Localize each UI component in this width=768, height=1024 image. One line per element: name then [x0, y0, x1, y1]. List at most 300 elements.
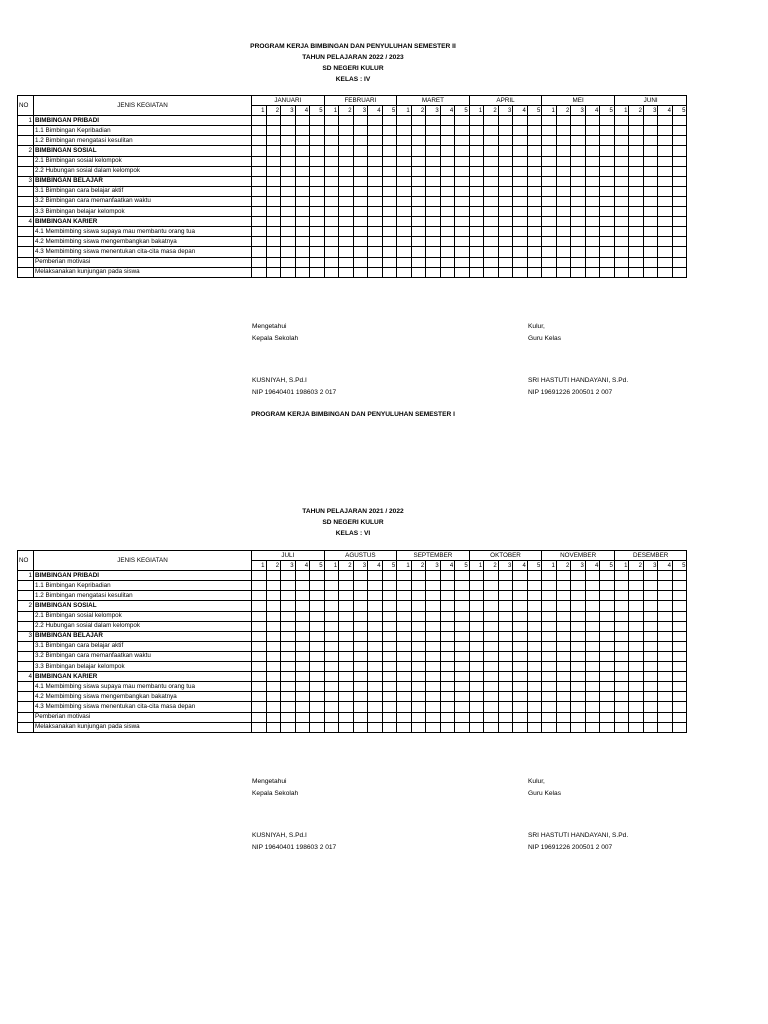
schedule-cell[interactable] — [571, 126, 586, 136]
schedule-cell[interactable] — [339, 237, 354, 247]
schedule-cell[interactable] — [310, 702, 325, 712]
schedule-cell[interactable] — [455, 662, 470, 672]
schedule-cell[interactable] — [411, 146, 426, 156]
schedule-cell[interactable] — [368, 631, 383, 641]
schedule-cell[interactable] — [440, 722, 455, 732]
schedule-cell[interactable] — [556, 601, 571, 611]
schedule-cell[interactable] — [614, 116, 629, 126]
schedule-cell[interactable] — [527, 176, 542, 186]
schedule-cell[interactable] — [252, 712, 267, 722]
schedule-cell[interactable] — [353, 156, 368, 166]
schedule-cell[interactable] — [324, 651, 339, 661]
schedule-cell[interactable] — [527, 156, 542, 166]
schedule-cell[interactable] — [513, 692, 528, 702]
schedule-cell[interactable] — [614, 601, 629, 611]
schedule-cell[interactable] — [440, 207, 455, 217]
schedule-cell[interactable] — [600, 176, 615, 186]
schedule-cell[interactable] — [513, 651, 528, 661]
schedule-cell[interactable] — [614, 207, 629, 217]
schedule-cell[interactable] — [527, 247, 542, 257]
schedule-cell[interactable] — [368, 166, 383, 176]
schedule-cell[interactable] — [440, 136, 455, 146]
schedule-cell[interactable] — [281, 682, 296, 692]
schedule-cell[interactable] — [614, 186, 629, 196]
schedule-cell[interactable] — [672, 207, 687, 217]
schedule-cell[interactable] — [324, 116, 339, 126]
schedule-cell[interactable] — [542, 166, 557, 176]
schedule-cell[interactable] — [614, 581, 629, 591]
schedule-cell[interactable] — [382, 116, 397, 126]
schedule-cell[interactable] — [426, 176, 441, 186]
schedule-cell[interactable] — [527, 601, 542, 611]
schedule-cell[interactable] — [455, 207, 470, 217]
schedule-cell[interactable] — [498, 196, 513, 206]
schedule-cell[interactable] — [672, 611, 687, 621]
schedule-cell[interactable] — [397, 571, 412, 581]
schedule-cell[interactable] — [571, 611, 586, 621]
schedule-cell[interactable] — [672, 702, 687, 712]
schedule-cell[interactable] — [643, 247, 658, 257]
schedule-cell[interactable] — [469, 702, 484, 712]
schedule-cell[interactable] — [469, 571, 484, 581]
schedule-cell[interactable] — [600, 126, 615, 136]
schedule-cell[interactable] — [411, 591, 426, 601]
schedule-cell[interactable] — [513, 146, 528, 156]
schedule-cell[interactable] — [629, 682, 644, 692]
schedule-cell[interactable] — [600, 571, 615, 581]
schedule-cell[interactable] — [629, 611, 644, 621]
schedule-cell[interactable] — [672, 712, 687, 722]
schedule-cell[interactable] — [585, 571, 600, 581]
schedule-cell[interactable] — [426, 591, 441, 601]
schedule-cell[interactable] — [556, 247, 571, 257]
schedule-cell[interactable] — [600, 712, 615, 722]
schedule-cell[interactable] — [600, 672, 615, 682]
schedule-cell[interactable] — [571, 571, 586, 581]
schedule-cell[interactable] — [368, 237, 383, 247]
schedule-cell[interactable] — [600, 156, 615, 166]
schedule-cell[interactable] — [556, 591, 571, 601]
schedule-cell[interactable] — [571, 712, 586, 722]
schedule-cell[interactable] — [527, 631, 542, 641]
schedule-cell[interactable] — [324, 581, 339, 591]
schedule-cell[interactable] — [252, 692, 267, 702]
schedule-cell[interactable] — [498, 186, 513, 196]
schedule-cell[interactable] — [629, 176, 644, 186]
schedule-cell[interactable] — [498, 116, 513, 126]
schedule-cell[interactable] — [498, 126, 513, 136]
schedule-cell[interactable] — [397, 237, 412, 247]
schedule-cell[interactable] — [411, 166, 426, 176]
schedule-cell[interactable] — [440, 166, 455, 176]
schedule-cell[interactable] — [556, 126, 571, 136]
schedule-cell[interactable] — [281, 176, 296, 186]
schedule-cell[interactable] — [455, 227, 470, 237]
schedule-cell[interactable] — [614, 136, 629, 146]
schedule-cell[interactable] — [411, 227, 426, 237]
schedule-cell[interactable] — [484, 611, 499, 621]
schedule-cell[interactable] — [455, 581, 470, 591]
schedule-cell[interactable] — [643, 207, 658, 217]
schedule-cell[interactable] — [426, 692, 441, 702]
schedule-cell[interactable] — [571, 601, 586, 611]
schedule-cell[interactable] — [469, 186, 484, 196]
schedule-cell[interactable] — [339, 136, 354, 146]
schedule-cell[interactable] — [382, 722, 397, 732]
schedule-cell[interactable] — [556, 156, 571, 166]
schedule-cell[interactable] — [643, 186, 658, 196]
schedule-cell[interactable] — [658, 682, 673, 692]
schedule-cell[interactable] — [455, 217, 470, 227]
schedule-cell[interactable] — [411, 156, 426, 166]
schedule-cell[interactable] — [411, 722, 426, 732]
schedule-cell[interactable] — [658, 601, 673, 611]
schedule-cell[interactable] — [556, 631, 571, 641]
schedule-cell[interactable] — [614, 257, 629, 267]
schedule-cell[interactable] — [658, 257, 673, 267]
schedule-cell[interactable] — [353, 722, 368, 732]
schedule-cell[interactable] — [672, 116, 687, 126]
schedule-cell[interactable] — [295, 247, 310, 257]
schedule-cell[interactable] — [266, 651, 281, 661]
schedule-cell[interactable] — [571, 581, 586, 591]
schedule-cell[interactable] — [440, 621, 455, 631]
schedule-cell[interactable] — [440, 257, 455, 267]
schedule-cell[interactable] — [542, 621, 557, 631]
schedule-cell[interactable] — [281, 621, 296, 631]
schedule-cell[interactable] — [585, 581, 600, 591]
schedule-cell[interactable] — [614, 146, 629, 156]
schedule-cell[interactable] — [455, 641, 470, 651]
schedule-cell[interactable] — [397, 591, 412, 601]
schedule-cell[interactable] — [281, 611, 296, 621]
schedule-cell[interactable] — [527, 116, 542, 126]
schedule-cell[interactable] — [455, 136, 470, 146]
schedule-cell[interactable] — [658, 621, 673, 631]
schedule-cell[interactable] — [585, 621, 600, 631]
schedule-cell[interactable] — [629, 116, 644, 126]
schedule-cell[interactable] — [266, 267, 281, 277]
schedule-cell[interactable] — [600, 166, 615, 176]
schedule-cell[interactable] — [368, 621, 383, 631]
schedule-cell[interactable] — [397, 217, 412, 227]
schedule-cell[interactable] — [643, 702, 658, 712]
schedule-cell[interactable] — [643, 156, 658, 166]
schedule-cell[interactable] — [368, 126, 383, 136]
schedule-cell[interactable] — [281, 166, 296, 176]
schedule-cell[interactable] — [382, 591, 397, 601]
schedule-cell[interactable] — [281, 571, 296, 581]
schedule-cell[interactable] — [527, 146, 542, 156]
schedule-cell[interactable] — [513, 176, 528, 186]
schedule-cell[interactable] — [295, 126, 310, 136]
schedule-cell[interactable] — [498, 702, 513, 712]
schedule-cell[interactable] — [542, 257, 557, 267]
schedule-cell[interactable] — [324, 247, 339, 257]
schedule-cell[interactable] — [542, 237, 557, 247]
schedule-cell[interactable] — [440, 196, 455, 206]
schedule-cell[interactable] — [252, 166, 267, 176]
schedule-cell[interactable] — [600, 662, 615, 672]
schedule-cell[interactable] — [252, 722, 267, 732]
schedule-cell[interactable] — [339, 126, 354, 136]
schedule-cell[interactable] — [585, 166, 600, 176]
schedule-cell[interactable] — [585, 156, 600, 166]
schedule-cell[interactable] — [527, 581, 542, 591]
schedule-cell[interactable] — [542, 611, 557, 621]
schedule-cell[interactable] — [498, 237, 513, 247]
schedule-cell[interactable] — [252, 217, 267, 227]
schedule-cell[interactable] — [426, 217, 441, 227]
schedule-cell[interactable] — [658, 166, 673, 176]
schedule-cell[interactable] — [368, 611, 383, 621]
schedule-cell[interactable] — [658, 662, 673, 672]
schedule-cell[interactable] — [440, 126, 455, 136]
schedule-cell[interactable] — [484, 682, 499, 692]
schedule-cell[interactable] — [382, 571, 397, 581]
schedule-cell[interactable] — [658, 237, 673, 247]
schedule-cell[interactable] — [585, 196, 600, 206]
schedule-cell[interactable] — [281, 722, 296, 732]
schedule-cell[interactable] — [310, 651, 325, 661]
schedule-cell[interactable] — [571, 591, 586, 601]
schedule-cell[interactable] — [643, 227, 658, 237]
schedule-cell[interactable] — [542, 712, 557, 722]
schedule-cell[interactable] — [556, 722, 571, 732]
schedule-cell[interactable] — [527, 571, 542, 581]
schedule-cell[interactable] — [310, 662, 325, 672]
schedule-cell[interactable] — [368, 176, 383, 186]
schedule-cell[interactable] — [498, 581, 513, 591]
schedule-cell[interactable] — [469, 591, 484, 601]
schedule-cell[interactable] — [484, 672, 499, 682]
schedule-cell[interactable] — [368, 146, 383, 156]
schedule-cell[interactable] — [571, 227, 586, 237]
schedule-cell[interactable] — [252, 196, 267, 206]
schedule-cell[interactable] — [310, 146, 325, 156]
schedule-cell[interactable] — [556, 571, 571, 581]
schedule-cell[interactable] — [382, 166, 397, 176]
schedule-cell[interactable] — [440, 116, 455, 126]
schedule-cell[interactable] — [556, 621, 571, 631]
schedule-cell[interactable] — [281, 227, 296, 237]
schedule-cell[interactable] — [629, 631, 644, 641]
schedule-cell[interactable] — [382, 692, 397, 702]
schedule-cell[interactable] — [629, 166, 644, 176]
schedule-cell[interactable] — [310, 641, 325, 651]
schedule-cell[interactable] — [455, 196, 470, 206]
schedule-cell[interactable] — [339, 702, 354, 712]
schedule-cell[interactable] — [382, 146, 397, 156]
schedule-cell[interactable] — [353, 571, 368, 581]
schedule-cell[interactable] — [295, 641, 310, 651]
schedule-cell[interactable] — [411, 217, 426, 227]
schedule-cell[interactable] — [310, 692, 325, 702]
schedule-cell[interactable] — [542, 217, 557, 227]
schedule-cell[interactable] — [295, 601, 310, 611]
schedule-cell[interactable] — [556, 116, 571, 126]
schedule-cell[interactable] — [629, 156, 644, 166]
schedule-cell[interactable] — [266, 186, 281, 196]
schedule-cell[interactable] — [426, 712, 441, 722]
schedule-cell[interactable] — [397, 166, 412, 176]
schedule-cell[interactable] — [643, 672, 658, 682]
schedule-cell[interactable] — [353, 601, 368, 611]
schedule-cell[interactable] — [484, 722, 499, 732]
schedule-cell[interactable] — [571, 146, 586, 156]
schedule-cell[interactable] — [397, 146, 412, 156]
schedule-cell[interactable] — [484, 257, 499, 267]
schedule-cell[interactable] — [426, 227, 441, 237]
schedule-cell[interactable] — [585, 641, 600, 651]
schedule-cell[interactable] — [571, 186, 586, 196]
schedule-cell[interactable] — [339, 166, 354, 176]
schedule-cell[interactable] — [266, 611, 281, 621]
schedule-cell[interactable] — [643, 136, 658, 146]
schedule-cell[interactable] — [426, 116, 441, 126]
schedule-cell[interactable] — [455, 631, 470, 641]
schedule-cell[interactable] — [469, 166, 484, 176]
schedule-cell[interactable] — [498, 227, 513, 237]
schedule-cell[interactable] — [411, 621, 426, 631]
schedule-cell[interactable] — [440, 682, 455, 692]
schedule-cell[interactable] — [397, 692, 412, 702]
schedule-cell[interactable] — [614, 126, 629, 136]
schedule-cell[interactable] — [585, 672, 600, 682]
schedule-cell[interactable] — [643, 146, 658, 156]
schedule-cell[interactable] — [353, 702, 368, 712]
schedule-cell[interactable] — [397, 722, 412, 732]
schedule-cell[interactable] — [295, 176, 310, 186]
schedule-cell[interactable] — [643, 571, 658, 581]
schedule-cell[interactable] — [469, 631, 484, 641]
schedule-cell[interactable] — [498, 207, 513, 217]
schedule-cell[interactable] — [484, 621, 499, 631]
schedule-cell[interactable] — [484, 267, 499, 277]
schedule-cell[interactable] — [672, 257, 687, 267]
schedule-cell[interactable] — [484, 662, 499, 672]
schedule-cell[interactable] — [614, 196, 629, 206]
schedule-cell[interactable] — [397, 581, 412, 591]
schedule-cell[interactable] — [281, 267, 296, 277]
schedule-cell[interactable] — [571, 672, 586, 682]
schedule-cell[interactable] — [542, 641, 557, 651]
schedule-cell[interactable] — [614, 247, 629, 257]
schedule-cell[interactable] — [455, 267, 470, 277]
schedule-cell[interactable] — [368, 217, 383, 227]
schedule-cell[interactable] — [643, 591, 658, 601]
schedule-cell[interactable] — [629, 227, 644, 237]
schedule-cell[interactable] — [571, 662, 586, 672]
schedule-cell[interactable] — [513, 217, 528, 227]
schedule-cell[interactable] — [281, 591, 296, 601]
schedule-cell[interactable] — [455, 146, 470, 156]
schedule-cell[interactable] — [353, 136, 368, 146]
schedule-cell[interactable] — [252, 156, 267, 166]
schedule-cell[interactable] — [266, 237, 281, 247]
schedule-cell[interactable] — [484, 126, 499, 136]
schedule-cell[interactable] — [527, 662, 542, 672]
schedule-cell[interactable] — [498, 692, 513, 702]
schedule-cell[interactable] — [542, 722, 557, 732]
schedule-cell[interactable] — [629, 146, 644, 156]
schedule-cell[interactable] — [484, 156, 499, 166]
schedule-cell[interactable] — [513, 631, 528, 641]
schedule-cell[interactable] — [440, 702, 455, 712]
schedule-cell[interactable] — [498, 176, 513, 186]
schedule-cell[interactable] — [295, 722, 310, 732]
schedule-cell[interactable] — [556, 186, 571, 196]
schedule-cell[interactable] — [324, 207, 339, 217]
schedule-cell[interactable] — [411, 257, 426, 267]
schedule-cell[interactable] — [266, 247, 281, 257]
schedule-cell[interactable] — [353, 126, 368, 136]
schedule-cell[interactable] — [469, 611, 484, 621]
schedule-cell[interactable] — [266, 682, 281, 692]
schedule-cell[interactable] — [614, 631, 629, 641]
schedule-cell[interactable] — [324, 126, 339, 136]
schedule-cell[interactable] — [600, 207, 615, 217]
schedule-cell[interactable] — [614, 692, 629, 702]
schedule-cell[interactable] — [252, 126, 267, 136]
schedule-cell[interactable] — [368, 207, 383, 217]
schedule-cell[interactable] — [571, 136, 586, 146]
schedule-cell[interactable] — [629, 621, 644, 631]
schedule-cell[interactable] — [411, 237, 426, 247]
schedule-cell[interactable] — [310, 712, 325, 722]
schedule-cell[interactable] — [542, 247, 557, 257]
schedule-cell[interactable] — [411, 682, 426, 692]
schedule-cell[interactable] — [266, 712, 281, 722]
schedule-cell[interactable] — [440, 631, 455, 641]
schedule-cell[interactable] — [672, 126, 687, 136]
schedule-cell[interactable] — [542, 136, 557, 146]
schedule-cell[interactable] — [295, 217, 310, 227]
schedule-cell[interactable] — [252, 227, 267, 237]
schedule-cell[interactable] — [614, 712, 629, 722]
schedule-cell[interactable] — [382, 136, 397, 146]
schedule-cell[interactable] — [469, 247, 484, 257]
schedule-cell[interactable] — [600, 601, 615, 611]
schedule-cell[interactable] — [426, 662, 441, 672]
schedule-cell[interactable] — [542, 227, 557, 237]
schedule-cell[interactable] — [295, 166, 310, 176]
schedule-cell[interactable] — [368, 712, 383, 722]
schedule-cell[interactable] — [513, 136, 528, 146]
schedule-cell[interactable] — [310, 601, 325, 611]
schedule-cell[interactable] — [368, 186, 383, 196]
schedule-cell[interactable] — [498, 722, 513, 732]
schedule-cell[interactable] — [484, 571, 499, 581]
schedule-cell[interactable] — [266, 621, 281, 631]
schedule-cell[interactable] — [397, 247, 412, 257]
schedule-cell[interactable] — [469, 601, 484, 611]
schedule-cell[interactable] — [571, 267, 586, 277]
schedule-cell[interactable] — [542, 156, 557, 166]
schedule-cell[interactable] — [455, 116, 470, 126]
schedule-cell[interactable] — [527, 237, 542, 247]
schedule-cell[interactable] — [252, 186, 267, 196]
schedule-cell[interactable] — [484, 247, 499, 257]
schedule-cell[interactable] — [571, 702, 586, 712]
schedule-cell[interactable] — [295, 692, 310, 702]
schedule-cell[interactable] — [498, 267, 513, 277]
schedule-cell[interactable] — [469, 672, 484, 682]
schedule-cell[interactable] — [484, 702, 499, 712]
schedule-cell[interactable] — [411, 267, 426, 277]
schedule-cell[interactable] — [411, 662, 426, 672]
schedule-cell[interactable] — [484, 712, 499, 722]
